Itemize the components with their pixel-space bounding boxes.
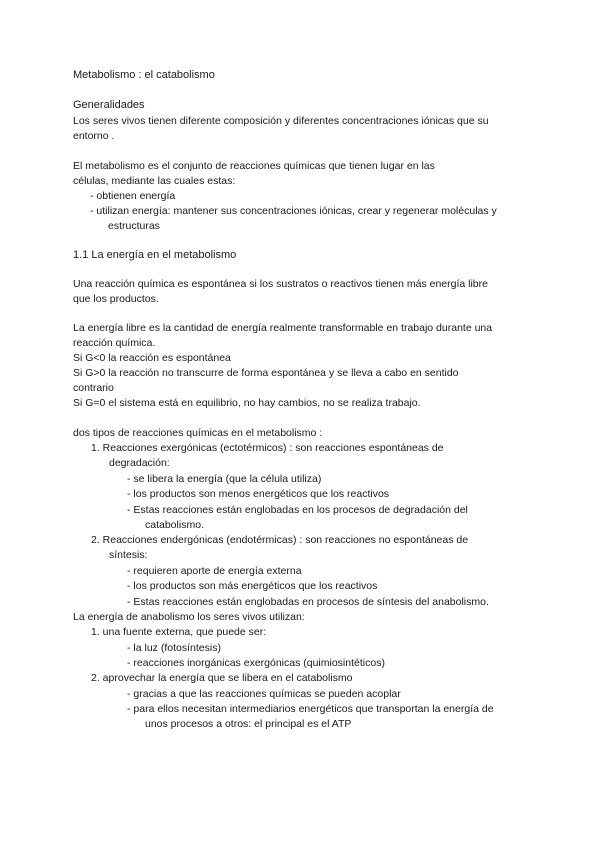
paragraph-line: La energía libre es la cantidad de energía realmente transformable en trabajo durante una [73,322,493,334]
paragraph-line: entorno . [73,130,115,142]
list-item: - se libera la energía (que la célula utiliza) [127,473,322,485]
paragraph-line: El metabolismo es el conjunto de reacciones químicas que tienen lugar en las [73,160,435,172]
paragraph-line: Si G>0 la reacción no transcurre de forma espontánea y se lleva a cabo en sentido [73,367,459,379]
list-item: - los productos son más energéticos que los reactivos [127,580,378,592]
paragraph-line: células, mediante las cuales estas: [73,175,236,187]
document-title: Metabolismo : el catabolismo [73,69,215,81]
list-item-continuation: unos procesos a otros: el principal es el ATP [145,718,352,730]
list-item-continuation: catabolismo. [145,519,204,531]
paragraph-line: Si G<0 la reacción es espontánea [73,352,231,364]
list-item-continuation: síntesis: [109,549,148,561]
paragraph-line: reacción química. [73,337,156,349]
list-item: - utilizan energía: mantener sus concentraciones iónicas, crear y regenerar moléculas y [90,205,497,217]
list-item: 1. Reacciones exergónicas (ectotérmicos) : son reacciones espontáneas de [91,442,444,454]
list-item: 2. Reacciones endergónicas (endotérmicas) : son reacciones no espontáneas de [91,534,469,546]
list-item-continuation: degradación: [109,457,170,469]
list-item: - para ellos necesitan intermediarios energéticos que transportan la energía de [127,703,494,715]
paragraph-line: dos tipos de reacciones químicas en el metabolismo : [73,427,323,439]
list-item: 2. aprovechar la energía que se libera en el catabolismo [91,672,353,684]
list-item: - gracias a que las reacciones químicas se pueden acoplar [127,688,401,700]
list-item: - los productos son menos energéticos que los reactivos [127,488,390,500]
list-item: - Estas reacciones están englobadas en procesos de síntesis del anabolismo. [127,596,489,608]
heading-section-1-1: 1.1 La energía en el metabolismo [73,249,237,261]
paragraph-line: Si G=0 el sistema está en equilibrio, no hay cambios, no se realiza trabajo. [73,397,421,409]
list-item: 1. una fuente externa, que puede ser: [91,626,267,638]
paragraph-line: Los seres vivos tienen diferente composición y diferentes concentraciones iónicas que su [73,115,489,127]
paragraph-line: La energía de anabolismo los seres vivos utilizan: [73,611,305,623]
list-item: - Estas reacciones están englobadas en los procesos de degradación del [127,504,468,516]
list-item: - la luz (fotosíntesis) [127,642,221,654]
heading-generalidades: Generalidades [73,99,145,111]
paragraph-line: que los productos. [73,293,159,305]
list-item: - obtienen energía [90,190,176,202]
paragraph-line: Una reacción química es espontánea si los sustratos o reactivos tienen más energía libre [73,278,488,290]
list-item-continuation: estructuras [108,220,160,232]
list-item: - reacciones inorgánicas exergónicas (quimiosintéticos) [127,657,385,669]
paragraph-line: contrario [73,382,114,394]
list-item: - requieren aporte de energía externa [127,565,302,577]
